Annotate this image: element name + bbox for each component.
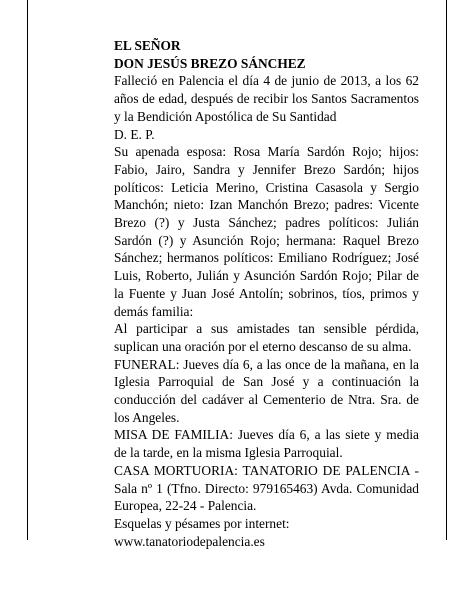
- heading-line-1: EL SEÑOR: [114, 38, 181, 53]
- left-border-rule: [27, 0, 28, 540]
- funeral-paragraph: FUNERAL: Jueves día 6, a las once de la mañana, en la Iglesia Parroquial de San José y a continuación la conducción del cadáver al Cementerio de Ntra. Sra. de los Angeles.: [114, 356, 419, 425]
- deceased-name: DON JESÚS BREZO SÁNCHEZ: [114, 55, 306, 71]
- right-border-rule: [446, 0, 447, 540]
- death-paragraph: Falleció en Palencia el día 4 de junio de 2013, a los 62 años de edad, después de recibir los Santos Sacramentos y la Bendición Apostólica de Su Santidad: [114, 73, 419, 124]
- mortuary-paragraph: CASA MORTUORIA: TANATORIO DE PALENCIA - Sala nº 1 (Tfno. Directo: 979165463) Avda. Comunidad Europea, 22-24 - Palencia.: [114, 462, 419, 514]
- family-paragraph: Su apenada esposa: Rosa María Sardón Rojo; hijos: Fabio, Jairo, Sandra y Jennifer Brezo Sardón; hijos políticos: Leticia Merino, Cristina Casasola y Sergio Manchón; nieto: Izan Manchón Brezo; padres: Vicente Brezo (?) y Justa Sánchez; padres políticos: Julián Sardón (?) y Asunción Rojo; hermana: Raquel Brezo Sánchez; hermanos políticos: Emiliano Rodríguez; José Luis, Roberto, Julián y Asunción Sardón Rojo; Pilar de la Fuente y Juan José Antolín; sobrinos, tíos, primos y demás familia:: [114, 144, 419, 319]
- rip-line: D. E. P.: [114, 126, 155, 142]
- mass-paragraph: MISA DE FAMILIA: Jueves día 6, a las siete y media de la tarde, en la misma Iglesia Parroquial.: [114, 427, 419, 461]
- online-label: Esquelas y pésames por internet:: [114, 515, 290, 531]
- obituary-notice: [114, 37, 419, 550]
- request-paragraph: Al participar a sus amistades tan sensible pérdida, suplican una oración por el eterno descanso de su alma.: [114, 321, 419, 354]
- website-link[interactable]: www.tanatoriodepalencia.es: [114, 533, 265, 549]
